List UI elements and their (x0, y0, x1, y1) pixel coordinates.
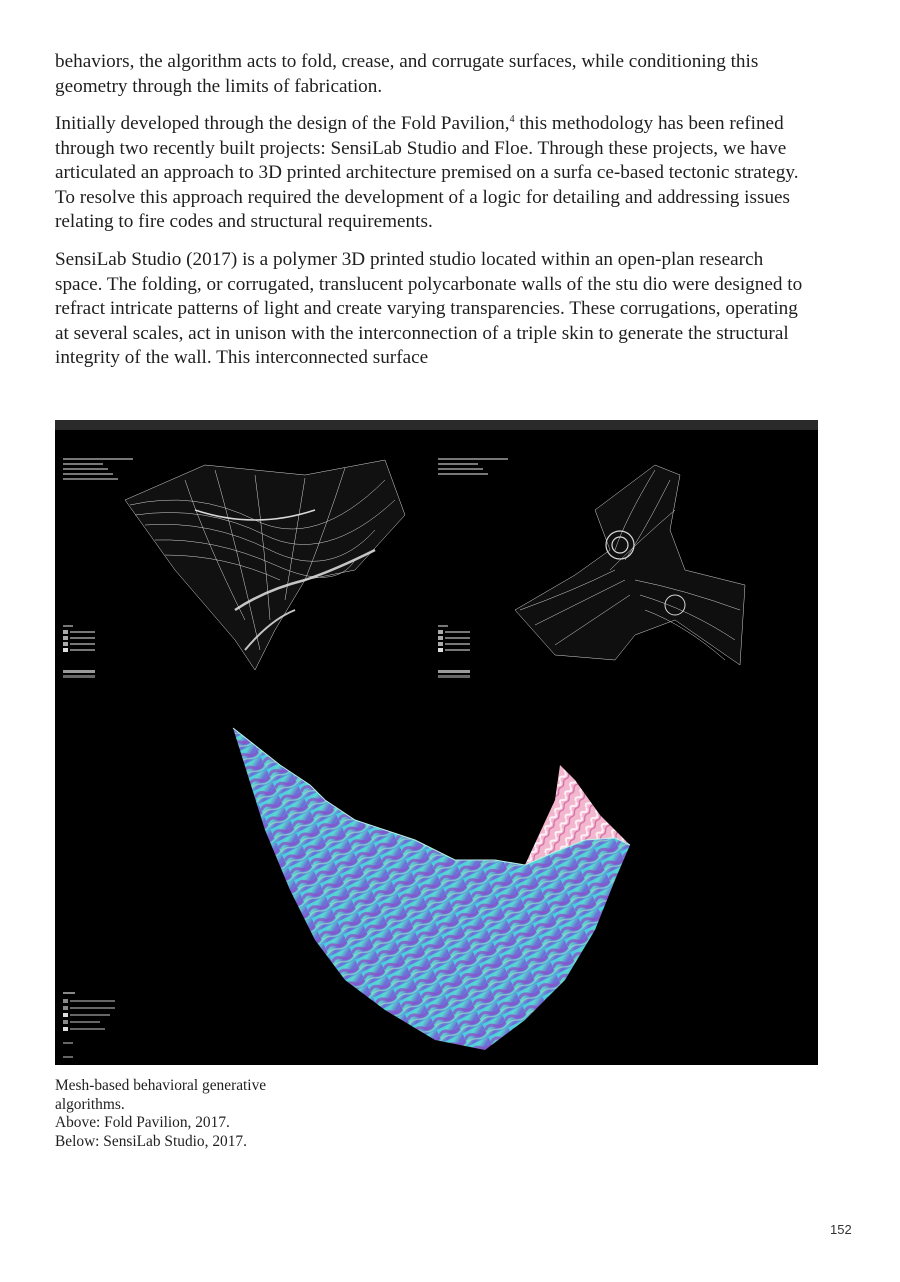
body-paragraph-1 (55, 50, 815, 99)
caption-line-3: Above: Fold Pavilion, 2017. (55, 1114, 230, 1132)
mesh-figure-illustration (55, 420, 818, 1065)
body-paragraph-2-text-b: this methodology has been refined through two recently built projects: SensiLab Studio and Floe. Through these projects, we have articulated an approach to 3D printed architecture premised on a surfa ce-based tectonic strategy. To resolve this approach required the development of a logic for detailing and addressing issues relating to fire codes and structural requirements. (55, 113, 799, 233)
page-number: 152 (830, 1222, 852, 1237)
figure-caption (55, 1077, 375, 1151)
body-paragraph-1-text: behaviors, the algorithm acts to fold, crease, and corrugate surfaces, while conditioning this geometry through the limits of fabrication. (55, 51, 759, 97)
body-paragraph-2-text-a: Initially developed through the design of the Fold Pavilion, (55, 113, 510, 134)
footnote-marker[interactable]: 4 (509, 114, 515, 125)
figure-top-bar (55, 420, 818, 430)
mesh-figure (55, 420, 818, 1065)
body-paragraph-3-text: SensiLab Studio (2017) is a polymer 3D printed studio located within an open-plan research space. The folding, or corrugated, translucent polycarbonate walls of the stu dio were designed to refract intricate patterns of light and create varying transparencies. These corrugations, operating at several scales, act in unison with the interconnection of a triple skin to generate the structural integrity of the wall. This interconnected surface (55, 249, 803, 369)
body-paragraph-2 (55, 112, 815, 235)
body-paragraph-3 (55, 248, 815, 371)
caption-line-4: Below: SensiLab Studio, 2017. (55, 1132, 247, 1150)
caption-line-1: Mesh-based behavioral generative (55, 1077, 267, 1094)
caption-line-2: algorithms. (55, 1095, 125, 1113)
